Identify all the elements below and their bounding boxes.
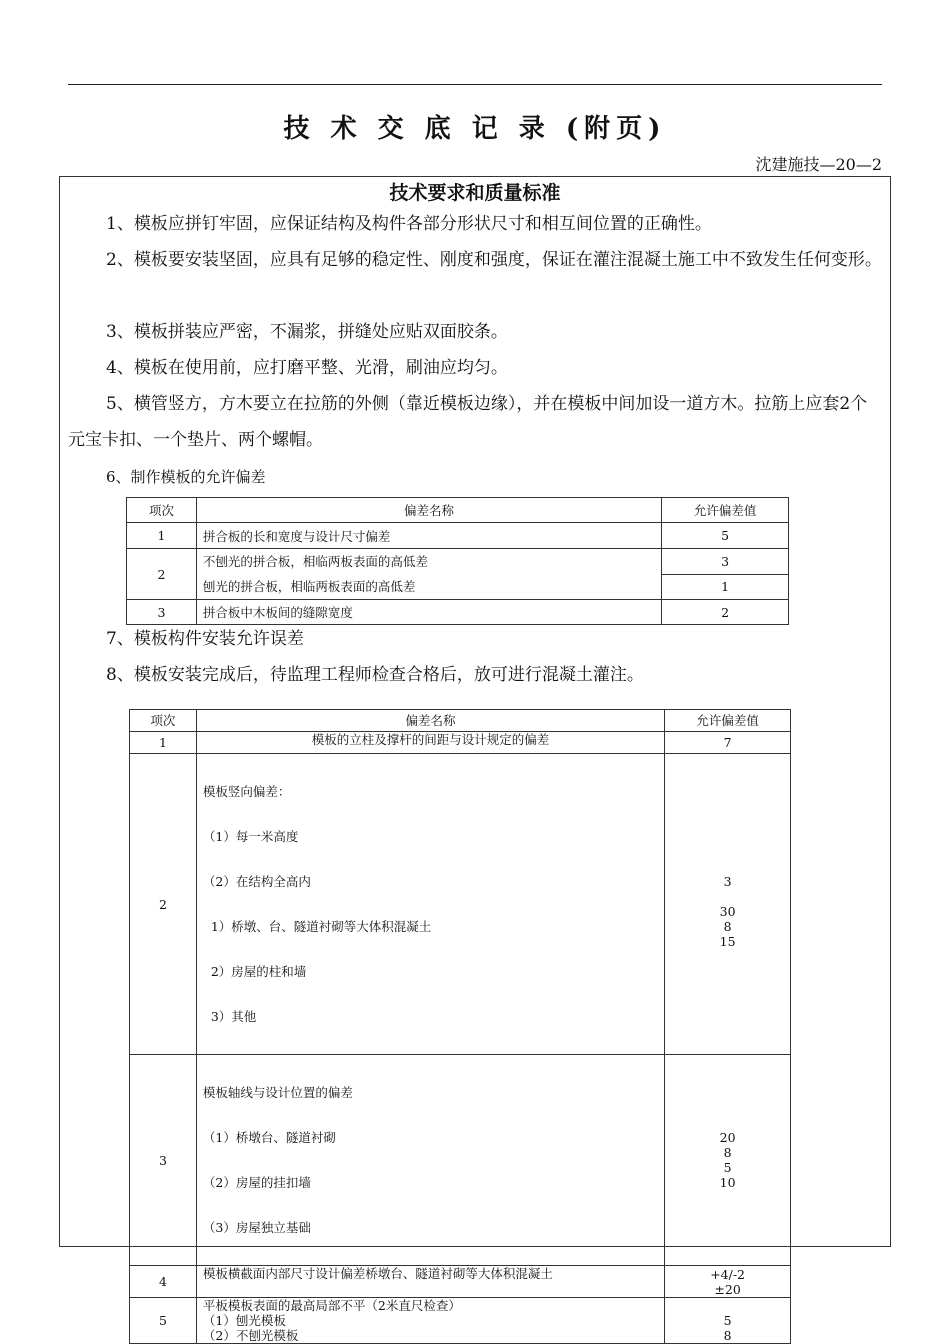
table-row bbox=[127, 523, 789, 549]
header-cell: 偏差名称 bbox=[196, 498, 661, 523]
row-number: 4 bbox=[130, 1266, 197, 1298]
value-line: 5 bbox=[723, 1160, 732, 1175]
value-line: ±20 bbox=[714, 1281, 741, 1297]
deviation-name: 模板的立柱及撑杆的间距与设计规定的偏差 bbox=[196, 732, 664, 754]
fabrication-tolerance-table bbox=[126, 497, 789, 625]
paragraph-4: 4、模板在使用前，应打磨平整、光滑，刷油应均匀。 bbox=[106, 358, 508, 378]
header-cell: 项次 bbox=[130, 710, 197, 732]
item-7-caption: 7、模板构件安装允许误差 bbox=[106, 629, 304, 649]
tolerance-value bbox=[665, 1266, 791, 1298]
value-line bbox=[671, 859, 784, 874]
deviation-line: 2）房屋的柱和墙 bbox=[202, 964, 307, 979]
deviation-name bbox=[196, 1298, 664, 1344]
paragraph-1: 1、模板应拼钉牢固，应保证结构及构件各部分形状尺寸和相互间位置的正确性。 bbox=[106, 214, 712, 234]
value-line: 3 bbox=[723, 874, 732, 889]
value-line bbox=[671, 1298, 784, 1313]
deviation-line: 平板模板表面的最高局部不平（2米直尺检查） bbox=[202, 1298, 461, 1313]
tolerance-value: 5 bbox=[662, 523, 789, 549]
installation-tolerance-table bbox=[129, 709, 791, 1344]
item-6-caption: 6、制作模板的允许偏差 bbox=[106, 468, 266, 486]
deviation-line: 3）其他 bbox=[202, 1009, 257, 1024]
deviation-name bbox=[196, 1055, 664, 1266]
deviation-name: 拼合板中木板间的缝隙宽度 bbox=[196, 600, 661, 625]
row-number: 1 bbox=[127, 523, 197, 549]
table-row bbox=[130, 732, 791, 754]
tolerance-value bbox=[665, 1055, 791, 1266]
deviation-line: 刨光的拼合板，相临两板表面的高低差 bbox=[202, 579, 416, 594]
deviation-name: 模板横截面内部尺寸设计偏差桥墩台、隧道衬砌等大体积混凝土 bbox=[196, 1266, 664, 1298]
item-8-caption: 8、模板安装完成后，待监理工程师检查合格后，放可进行混凝土灌注。 bbox=[106, 665, 644, 685]
deviation-name: 拼合板的长和宽度与设计尺寸偏差 bbox=[196, 523, 661, 549]
value-line bbox=[671, 889, 784, 904]
table-row bbox=[130, 1266, 791, 1298]
deviation-line: 模板轴线与设计位置的偏差 bbox=[202, 1085, 353, 1100]
deviation-name bbox=[196, 754, 664, 1055]
value-line: +4/-2 bbox=[710, 1266, 746, 1282]
table-row bbox=[130, 754, 791, 1055]
deviation-line: （1）刨光模板 bbox=[202, 1313, 286, 1328]
row-number: 5 bbox=[130, 1298, 197, 1344]
value-line: 8 bbox=[723, 919, 732, 934]
value-line: 8 bbox=[723, 1328, 732, 1343]
paragraph-5: 5、横管竖方，方木要立在拉筋的外侧（靠近模板边缘），并在模板中间加设一道方木。拉筋上应套2个元宝卡扣、一个垫片、两个螺帽。 bbox=[68, 394, 868, 450]
deviation-line: 1）桥墩、台、隧道衬砌等大体积混凝土 bbox=[202, 919, 432, 934]
tolerance-value: 7 bbox=[665, 732, 791, 754]
tolerance-value: 1 bbox=[662, 574, 789, 600]
header-cell: 允许偏差值 bbox=[665, 710, 791, 732]
table-header-row bbox=[127, 498, 789, 523]
deviation-line: （1）每一米高度 bbox=[202, 829, 299, 844]
value-line: 30 bbox=[719, 904, 736, 919]
header-cell: 允许偏差值 bbox=[662, 498, 789, 523]
deviation-line: （3）房屋独立基础 bbox=[202, 1220, 311, 1235]
table-header-row bbox=[130, 710, 791, 732]
row-number: 2 bbox=[130, 754, 197, 1055]
row-number: 3 bbox=[130, 1055, 197, 1266]
table-row bbox=[130, 1298, 791, 1344]
value-line: 5 bbox=[723, 1313, 732, 1328]
deviation-name bbox=[196, 549, 661, 600]
value-line: 10 bbox=[719, 1175, 736, 1190]
value-line: 20 bbox=[719, 1130, 736, 1145]
tolerance-value bbox=[665, 1298, 791, 1344]
value-line: 15 bbox=[719, 934, 736, 949]
table-row bbox=[130, 1055, 791, 1266]
tolerance-value bbox=[665, 754, 791, 1055]
row-number: 1 bbox=[130, 732, 197, 754]
deviation-line: （1）桥墩台、隧道衬砌 bbox=[202, 1130, 336, 1145]
deviation-line: （2）不刨光模板 bbox=[202, 1328, 299, 1343]
table-row bbox=[127, 549, 789, 575]
row-number: 3 bbox=[127, 600, 197, 625]
header-cell: 项次 bbox=[127, 498, 197, 523]
tolerance-value: 3 bbox=[662, 549, 789, 575]
row-number: 2 bbox=[127, 549, 197, 600]
tolerance-value: 2 bbox=[662, 600, 789, 625]
document-code: 沈建施技—20—2 bbox=[755, 155, 882, 174]
section-heading: 技术要求和质量标准 bbox=[389, 182, 561, 204]
deviation-line: 模板竖向偏差： bbox=[202, 784, 291, 799]
paragraph-2: 2、模板要安装坚固，应具有足够的稳定性、刚度和强度，保证在灌注混凝土施工中不致发生任何变形。 bbox=[106, 250, 882, 270]
value-line: 8 bbox=[723, 1145, 732, 1160]
deviation-line: （2）在结构全高内 bbox=[202, 874, 311, 889]
deviation-line: （2）房屋的挂扣墙 bbox=[202, 1175, 311, 1190]
deviation-line: 不刨光的拼合板，相临两板表面的高低差 bbox=[202, 554, 428, 569]
header-cell: 偏差名称 bbox=[196, 710, 664, 732]
page-title: 技 术 交 底 记 录 (附页) bbox=[283, 114, 667, 144]
header-rule bbox=[68, 84, 882, 85]
paragraph-3: 3、模板拼装应严密，不漏浆，拼缝处应贴双面胶条。 bbox=[106, 322, 508, 342]
